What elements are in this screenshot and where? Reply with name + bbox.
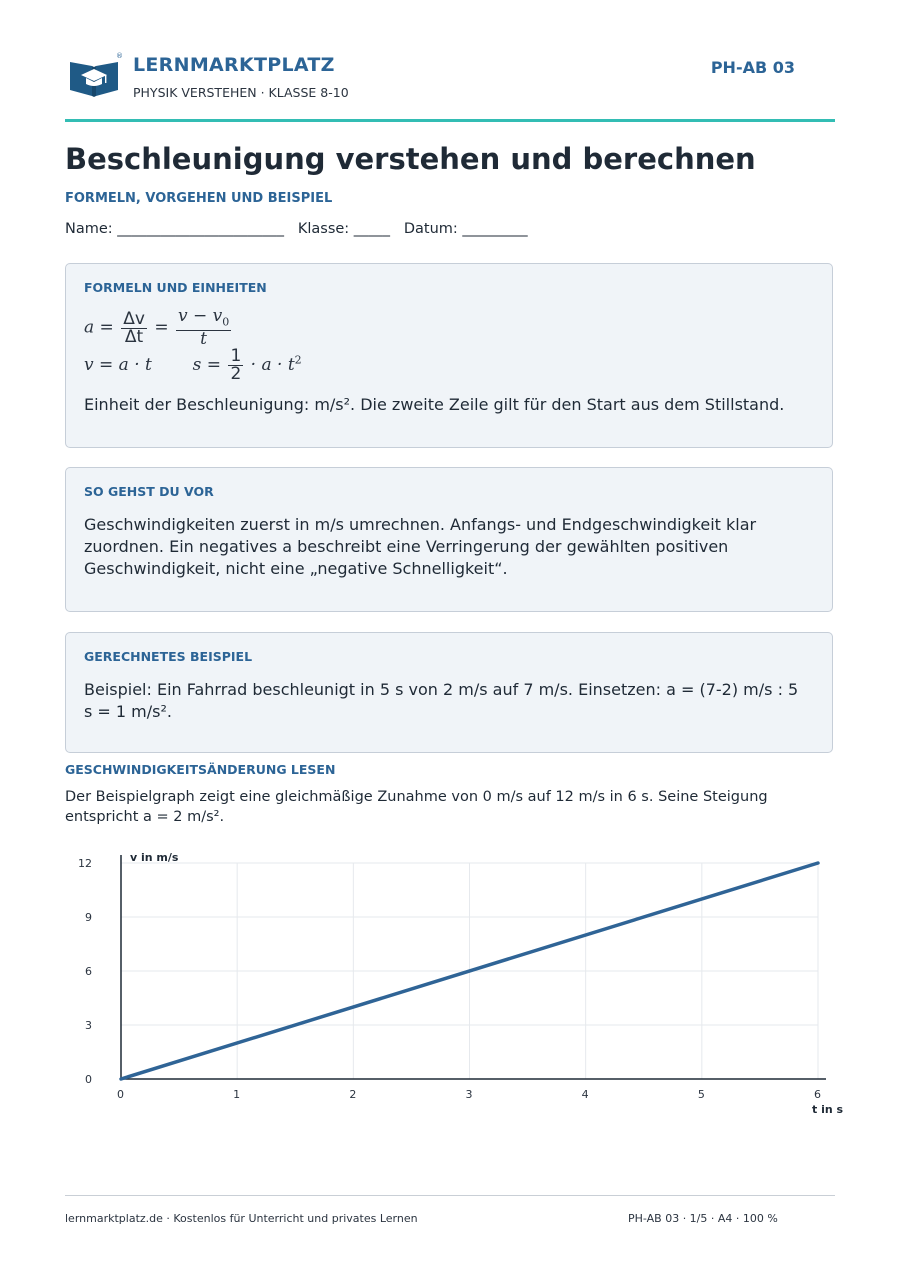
fraction-v-num-text: v − v	[177, 306, 223, 326]
graph-section-text: Der Beispielgraph zeigt eine gleichmäßige Zunahme von 0 m/s auf 12 m/s in 6 s. Seine Steigung entspricht a = 2 m/s².	[65, 789, 768, 825]
formula-eq-1: =	[99, 317, 114, 338]
footer-right: PH-AB 03 · 1/5 · A4 · 100 %	[628, 1212, 778, 1225]
fraction-half-den: 2	[230, 364, 242, 384]
x-tick-label-5: 5	[697, 1088, 705, 1101]
fraction-delta-den: Δt	[124, 326, 144, 347]
fraction-half	[228, 348, 243, 383]
worksheet-code: PH-AB 03	[710, 58, 795, 77]
fraction-delta-num: Δv	[123, 308, 145, 329]
graph-section-title: GESCHWINDIGKEITSÄNDERUNG LESEN	[65, 762, 336, 777]
y-tick-label-2: 6	[85, 965, 92, 978]
y-tick-label-1: 3	[85, 1019, 92, 1032]
book-graduation-cap-icon	[68, 56, 120, 98]
x-tick-label-3: 3	[465, 1088, 473, 1101]
x-axis-label: t in s	[812, 1103, 844, 1116]
formula-eq-2: =	[154, 317, 169, 338]
x-tick-label-6: 6	[814, 1088, 821, 1101]
x-tick-label-1: 1	[233, 1088, 241, 1101]
example-box	[65, 632, 833, 753]
formula-s-sup: 2	[294, 353, 302, 367]
steps-box	[65, 467, 833, 612]
y-axis-label: v in m/s	[130, 851, 179, 864]
footer-left: lernmarktplatz.de · Kostenlos für Unterricht und privates Lernen	[65, 1212, 418, 1225]
fraction-v-den: t	[200, 329, 208, 350]
header-rule	[65, 119, 835, 122]
velocity-time-chart	[60, 845, 850, 1125]
fraction-half-num: 1	[230, 346, 242, 366]
fraction-v-num-sub: 0	[222, 315, 230, 329]
formula-s: s =	[192, 355, 222, 375]
y-tick-label-3: 9	[85, 911, 92, 924]
velocity-distance-formula	[84, 348, 302, 383]
steps-box-text: Geschwindigkeiten zuerst in m/s umrechnen. Anfangs- und Endgeschwindigkeit klar zuordnen. Ein negatives a beschreibt eine Verringerung der gewählten positiven Geschwindigkeit, nicht eine „negative Schnelligkeit“.	[84, 515, 757, 578]
footer-rule	[65, 1195, 835, 1196]
y-tick-label-0: 0	[85, 1073, 92, 1086]
example-box-title: GERECHNETES BEISPIEL	[84, 649, 253, 664]
y-tick-label-4: 12	[78, 857, 92, 870]
formulas-box	[65, 263, 833, 448]
example-box-text: Beispiel: Ein Fahrrad beschleunigt in 5 s von 2 m/s auf 7 m/s. Einsetzen: a = (7-2) m/s : 5 s = 1 m/s².	[84, 680, 799, 721]
x-tick-label-2: 2	[349, 1088, 357, 1101]
name-class-date-line: Name: _______________________ Klasse: _____ Datum: _________	[65, 221, 528, 237]
registered-mark: ®	[116, 52, 123, 60]
brand-subtitle: PHYSIK VERSTEHEN · KLASSE 8-10	[133, 85, 349, 100]
steps-box-title: SO GEHST DU VOR	[84, 484, 214, 499]
page-header	[65, 52, 835, 112]
page-subtitle: FORMELN, VORGEHEN UND BEISPIEL	[65, 191, 333, 206]
fraction-delta	[121, 308, 147, 347]
acceleration-formula	[84, 308, 233, 348]
x-tick-label-4: 4	[581, 1088, 589, 1101]
formula-v: v = a · t	[84, 355, 152, 375]
formulas-box-text: Einheit der Beschleunigung: m/s². Die zweite Zeile gilt für den Start aus dem Stillstand.	[84, 395, 785, 414]
formula-s-rest: · a · t	[250, 355, 295, 375]
brand-name: LERNMARKTPLATZ	[133, 54, 335, 76]
fraction-v	[176, 308, 231, 348]
fraction-v-num	[176, 308, 231, 331]
page-title: Beschleunigung verstehen und berechnen	[65, 142, 756, 176]
x-tick-label-0: 0	[117, 1088, 124, 1101]
formulas-box-title: FORMELN UND EINHEITEN	[84, 280, 267, 295]
formula-a: a	[84, 317, 95, 338]
